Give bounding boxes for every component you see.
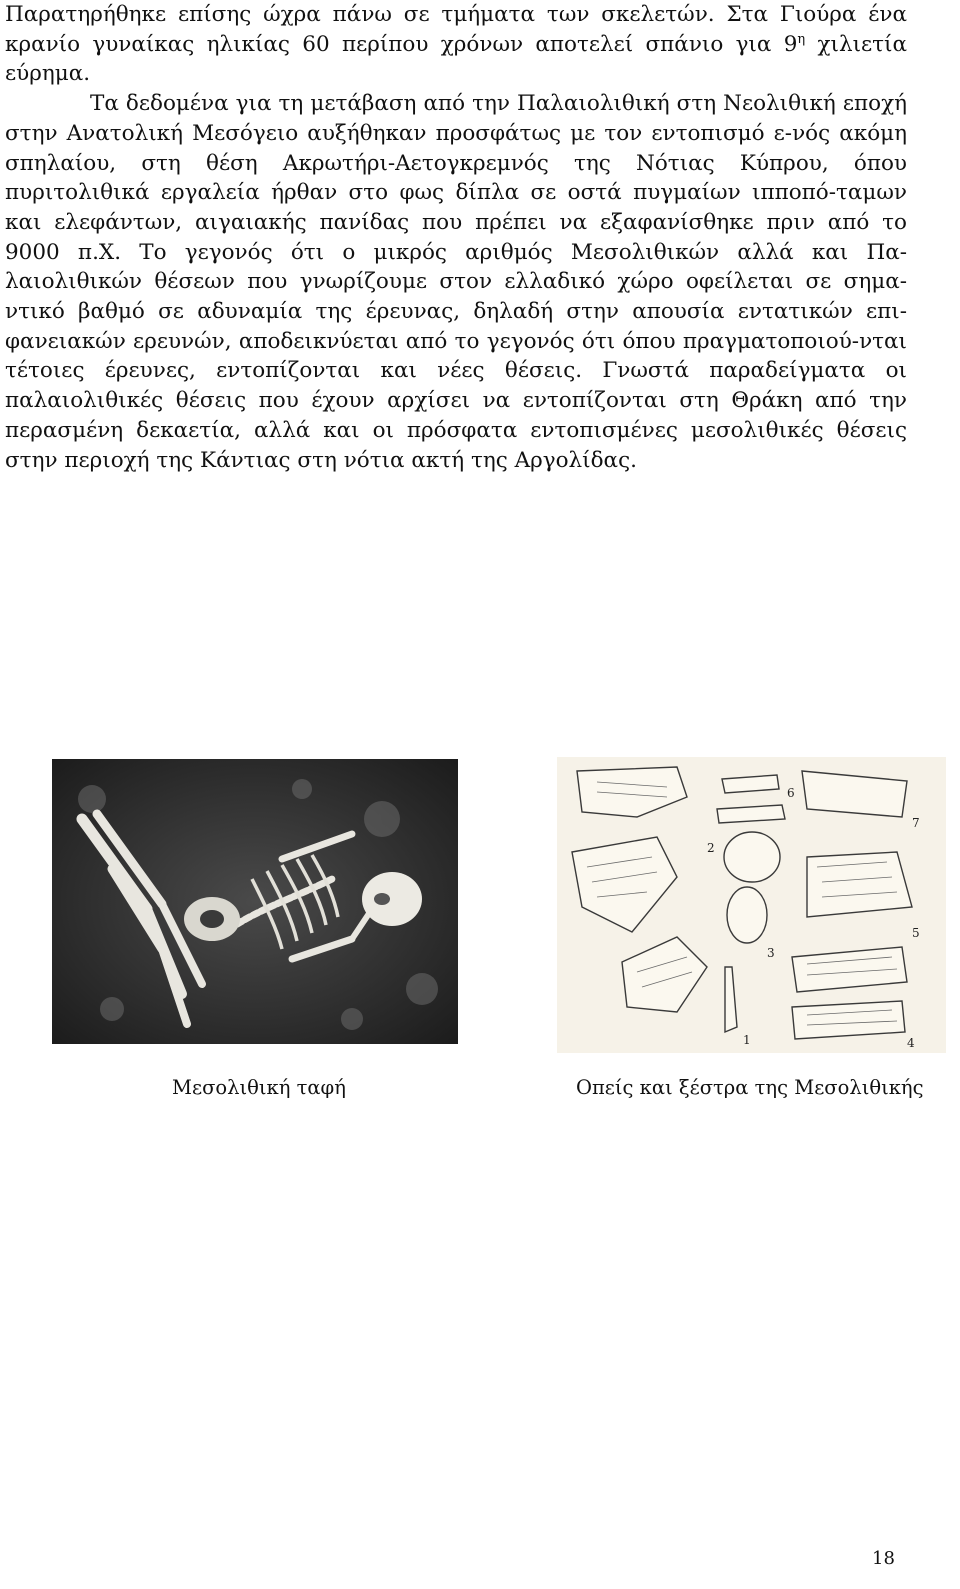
- tool-label-1: 1: [743, 1033, 751, 1047]
- tools-drawing: [557, 757, 946, 1053]
- superscript: η: [797, 31, 806, 47]
- tool-label-4: 4: [907, 1036, 915, 1050]
- page-number: 18: [872, 1548, 895, 1569]
- burial-photo: [52, 759, 458, 1044]
- tool-label-2: 2: [707, 841, 715, 855]
- tool-label-5: 5: [912, 926, 920, 940]
- body-text: [5, 0, 907, 475]
- paragraph-1-end: χιλιετία εύρημα.: [5, 31, 907, 87]
- tool-label-7: 7: [912, 816, 920, 830]
- paragraph-1-text: Παρατηρήθηκε επίσης ώχρα πάνω σε τμήματα των σκελετών. Στα Γιούρα ένα κρανίο γυναίκας ηλικίας 60 περίπου χρόνων αποτελεί σπάνιο για 9: [5, 2, 907, 57]
- paragraph-1: [5, 0, 907, 89]
- tool-label-6: 6: [787, 786, 795, 800]
- tool-label-3: 3: [767, 946, 775, 960]
- paragraph-2: Τα δεδομένα για τη μετάβαση από την Παλαιολιθική στη Νεολιθική εποχή στην Ανατολική Μεσόγειο αυξήθηκαν προσφάτως με τον εντοπισμό ε-νός ακόμη σπηλαίου, στη θέση Ακρωτήρι-Αετογκρεμνός της Νότιας Κύπρου, όπου πυριτολιθικά εργαλεία ήρθαν στο φως δίπλα σε οστά πυγμαίων ιπποπό-ταμων και ελεφάντων, αιγαιακής πανίδας που πρέπει να εξαφανίσθηκε πριν από το 9000 π.Χ. Το γεγονός ότι ο μικρός αριθμός Μεσολιθικών αλλά και Πα-λαιολιθικών θέσεων που γνωρίζουμε στον ελλαδικό χώρο οφείλεται σε σημα-ντικό βαθμό σε αδυναμία της έρευνας, δηλαδή στην απουσία εντατικών επι-φανειακών ερευνών, αποδεικνύεται από το γεγονός ότι όπου πραγματοποιού-νται τέτοιες έρευνες, εντοπίζονται και νέες θέσεις. Γνωστά παραδείγματα οι παλαιολιθικές θέσεις που έχουν αρχίσει να εντοπίζονται στη Θράκη από την περασμένη δεκαετία, αλλά και οι πρόσφατα εντοπισμένες μεσολιθικές θέσεις στην περιοχή της Κάντιας στη νότια ακτή της Αργολίδας.: [5, 91, 907, 473]
- tools-caption: Οπείς και ξέστρα της Μεσολιθικής: [576, 1076, 924, 1099]
- burial-caption: Μεσολιθική ταφή: [172, 1076, 346, 1099]
